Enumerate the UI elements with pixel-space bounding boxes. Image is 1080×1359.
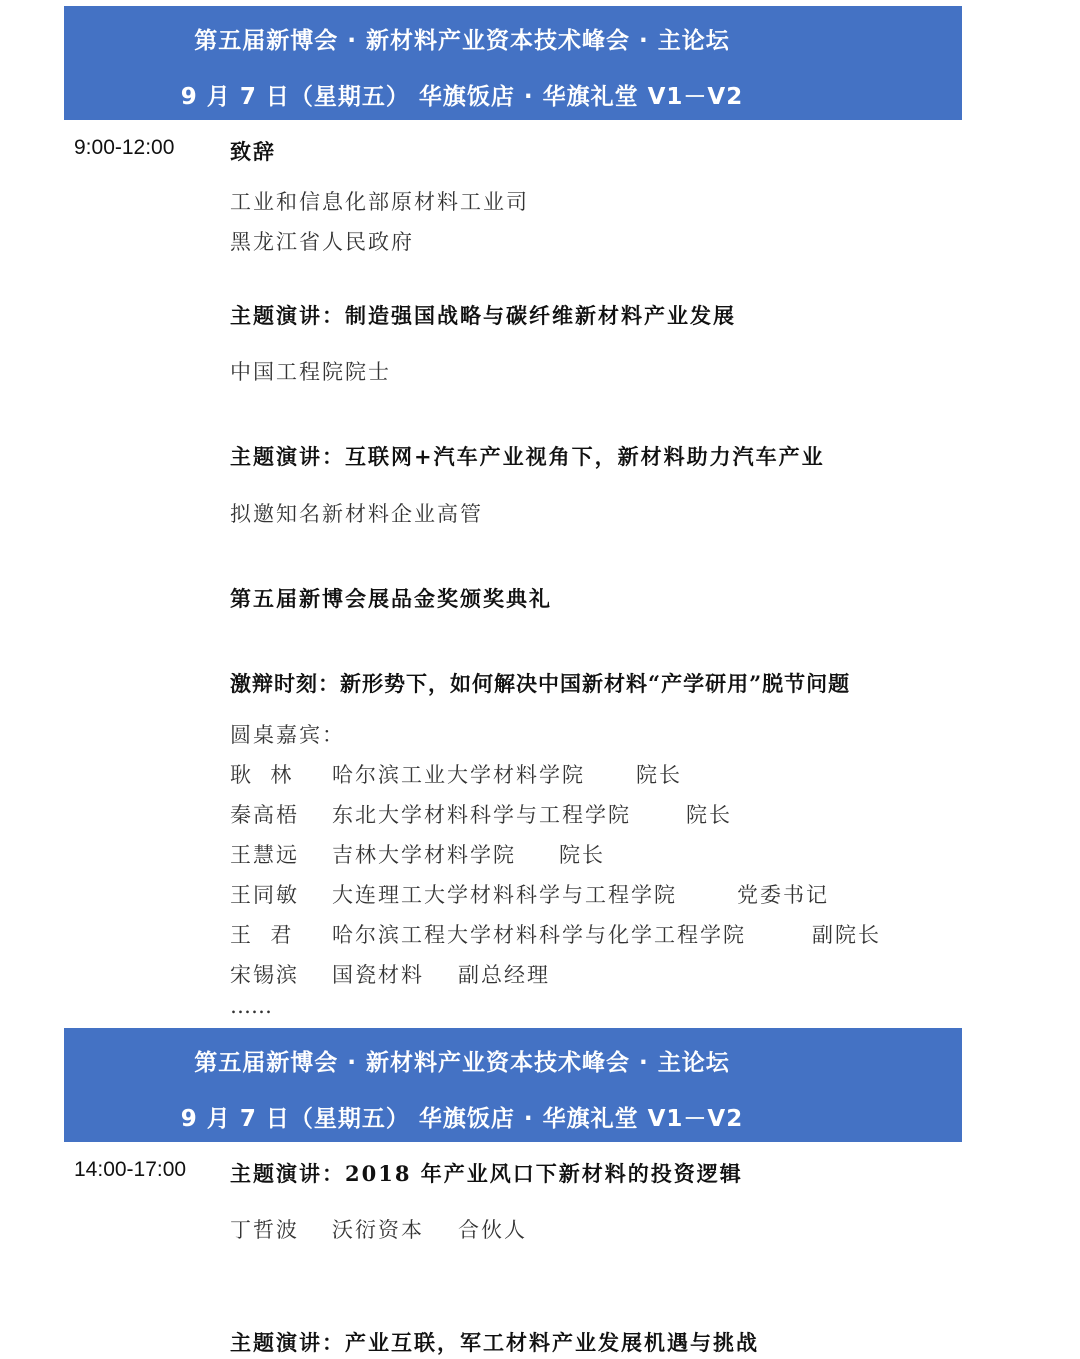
talk-title: 主题演讲：产业互联，军工材料产业发展机遇与挑战 <box>230 1330 759 1355</box>
guest-name: 宋锡滨 <box>230 963 299 987</box>
banner-title: 第五届新博会 · 新材料产业资本技术峰会 · 主论坛 <box>194 1050 730 1076</box>
guest-org: 哈尔滨工程大学材料科学与化学工程学院 <box>332 923 746 947</box>
guest-name: 王 君 <box>230 923 294 947</box>
opening-line: 黑龙江省人民政府 <box>230 230 414 254</box>
guest-name: 王同敏 <box>230 883 299 907</box>
guest-name: 王慧远 <box>230 843 299 867</box>
opening-title: 致辞 <box>230 139 276 164</box>
speaker-role: 合伙人 <box>458 1218 527 1242</box>
guest-role: 院长 <box>636 763 682 787</box>
guest-name: 耿 林 <box>230 763 294 787</box>
banner-date-venue: 9 月 7 日（星期五） 华旗饭店 · 华旗礼堂 V1－V2 <box>180 84 744 110</box>
talk-speaker: 中国工程院院士 <box>230 360 391 384</box>
guest-name: 秦高梧 <box>230 803 299 827</box>
talk-title: 主题演讲：制造强国战略与碳纤维新材料产业发展 <box>230 303 736 328</box>
guests-label: 圆桌嘉宾： <box>230 723 345 747</box>
session-time: 9:00-12:00 <box>74 136 175 159</box>
guests-ellipsis: …… <box>230 994 272 1018</box>
speaker-org: 沃衍资本 <box>332 1218 424 1242</box>
guest-role: 院长 <box>686 803 732 827</box>
talk-title: 主题演讲：互联网+汽车产业视角下，新材料助力汽车产业 <box>230 444 825 469</box>
guest-role: 党委书记 <box>737 883 829 907</box>
session-time: 14:00-17:00 <box>74 1158 187 1181</box>
guest-org: 哈尔滨工业大学材料学院 <box>332 763 585 787</box>
talk-title: 主题演讲：2018 年产业风口下新材料的投资逻辑 <box>230 1161 743 1186</box>
guest-org: 吉林大学材料学院 <box>332 843 516 867</box>
guest-role: 副院长 <box>812 923 881 947</box>
guest-org: 大连理工大学材料科学与工程学院 <box>332 883 677 907</box>
speaker-name: 丁哲波 <box>230 1218 299 1242</box>
banner-date-venue: 9 月 7 日（星期五） 华旗饭店 · 华旗礼堂 V1－V2 <box>180 1106 744 1132</box>
banner-title: 第五届新博会 · 新材料产业资本技术峰会 · 主论坛 <box>194 28 730 54</box>
ceremony-title: 第五届新博会展品金奖颁奖典礼 <box>230 586 552 611</box>
opening-line: 工业和信息化部原材料工业司 <box>230 190 529 214</box>
guest-role: 院长 <box>559 843 605 867</box>
schedule-banner <box>64 6 962 120</box>
debate-title: 激辩时刻：新形势下，如何解决中国新材料“产学研用”脱节问题 <box>230 671 851 696</box>
guest-org: 国瓷材料 <box>332 963 424 987</box>
schedule-banner <box>64 1028 962 1142</box>
guest-org: 东北大学材料科学与工程学院 <box>332 803 631 827</box>
guest-role: 副总经理 <box>458 963 550 987</box>
talk-speaker: 拟邀知名新材料企业高管 <box>230 502 483 526</box>
